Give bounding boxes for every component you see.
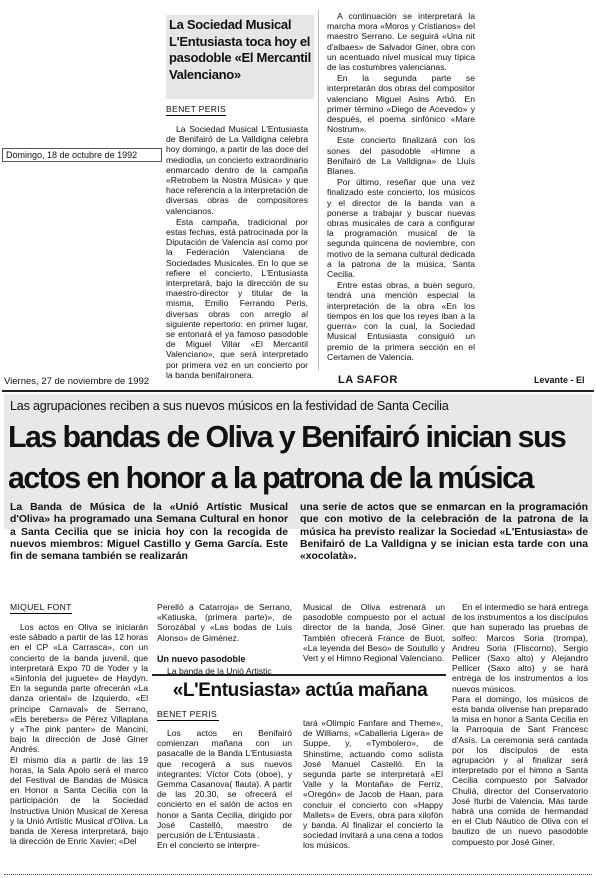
clip1-byline: BENET PERIS bbox=[166, 104, 226, 114]
clip1-column-1 bbox=[166, 124, 308, 380]
main-headline-line2: actos en honor a la patrona de la música bbox=[8, 460, 533, 495]
byline-miquel: MIQUEL FONT bbox=[10, 602, 72, 612]
bottom-rule bbox=[4, 874, 592, 875]
clip1-date: Domingo, 18 de octubre de 1992 bbox=[2, 148, 162, 162]
article-column-2a: Perelló a Catarroja» de Serrano, «Katiuska, (primera parte)», de Sorozábal y «Las bodas de Luis Alonso» de Giménez. bbox=[157, 602, 292, 643]
clip1-column-2 bbox=[327, 11, 475, 362]
byline-benet: BENET PERIS bbox=[157, 709, 219, 721]
column-rule bbox=[318, 10, 319, 370]
clip1-paragraph: Este concierto finalizará con los sones del pasodoble «Himne a Benifairó de La Valldigna» de Lluís Blanes. bbox=[327, 135, 475, 177]
article-column-4: En el intermedio se hará entrega de los instrumentos a los discípulos que han superado las pruebas de solfeo: Marcos Soria (trompa), Andreu Soria (Fliscorno), Sergio Pellicer (Saxo alto) y Alejandro Pellicer (Saxo alto) y se hará entrega de los instrumentos a los nuevos músicos. Para el domingo, los músicos de esta banda olivense han preparado la misa en honor a Santa Cecilia en la Parroquia de Sant Francesc d'Asís. La ceremonia será cantada por los discípulos de esta agrupación y al finalizar será interpretado por el himno a Santa Cecilia compuesto por Salvador Chuliá, director del Conservatorio José Iturbi de Valencia. Más tarde habrá una comida de hermandad en el Club Náutico de Oliva con el bautizo de un nuevo pasodoble compuesto por José Giner. bbox=[452, 602, 588, 847]
article-column-1: Los actos en Oliva se iniciarán este sábado a partir de las 12 horas en el CP «La Carrasca», con un concierto de la banda juvenil, que interpretará Expo 70 de Yoder y la «Sinfonía del juguete» de Haydyn. En la segunda parte ofrecerán «La danza oriental» de Izquierdo, «El príncipe Carnaval» de Serrano, «Els berebers» de Pérez Villaplana y «The pink panter» de Mancini, bajo la dirección de José Giner Andrés. El mismo día a partir de las 19 horas, la Sala Apolo será el marco del Festival de Bandas de Música en Honor a Santa Cecilia con la participación de la Sociedad Instructiva Unión Musical de Xeresa y la Unió Artístic Musical d'Oliva. La banda de Xeresa interpretará, bajo la dirección de Enric Xavier; «Del bbox=[10, 622, 148, 847]
article-column-2b: La banda de la Unió Artistic bbox=[167, 666, 272, 676]
clip1-paragraph: La Sociedad Musical L'Entusiasta de Benifairó de La Valldigna celebra hoy domingo, a partir de las doce del mediodía, un concierto extraordinario enmarcado dentro de la campaña «Retrobem la Nostra Música» y que hace referencia a la interpretación de diversas obras de compositores valencianos. bbox=[166, 124, 308, 216]
clip1-headline: La Sociedad Musical L'Entusiasta toca hoy el pasodoble «El Mercantil Valenciano» bbox=[166, 15, 314, 99]
lead-right: una serie de actos que se enmarcan en la programación que con motivo de la celebración de la patrona de la música ha previsto realizar la Sociedad «L'Entusiasta» de Benifairó de La Valldigna y se inician esta tarde con una «xocolatà». bbox=[300, 502, 588, 563]
paper-name: Levante - El bbox=[534, 375, 585, 385]
clip1-paragraph: Esta campaña, tradicional por estas fechas, está patrocinada por la Diputación de Valencia así como por la Federación Valenciana de Sociedades Musicales. En lo que se refiere el concierto, L'Entusiasta interpretará, bajo la dirección de su maestro-director y titular de la misma, Emilio Ferrando Peris, diversas obras con arreglo al siguiente repertorio: en primer lugar, se entonará el ya famoso pasodoble de Miguel Villar «El Mercantil Valenciano», que será interpretado por primera vez en un concierto por la banda benifaironera. bbox=[166, 216, 308, 380]
clip1-paragraph: En la segunda parte se interpretarán dos obras del compositor valenciano Miguel Asins Arbó. En primer término «Diego de Acevedo» y después, el poema sinfónico «Mare Nostrum». bbox=[327, 73, 475, 135]
section-name: LA SAFOR bbox=[338, 374, 398, 386]
clip1-paragraph: A continuación se interpretará la marcha mora «Moros y Cristianos» del maestro Serrano. Le seguirá «Una nit d'albaes» de Salvador Giner, obra con un acentuado nivel musical muy típica de las costumbres valencianas. bbox=[327, 11, 475, 73]
clip1-paragraph: Por último, reseñar que una vez finalizado este concierto, los músicos y el director de la banda van a ponerse a trabajar y buscar nuevas obras musicales de cara a configurar la programación musical de la segunda quincena de noviembre, con motivo de la semana cultural dedicada a la patrona de la música, Santa Cecilia. bbox=[327, 177, 475, 280]
sub-article-title: «L'Entusiasta» actúa mañana bbox=[172, 680, 428, 701]
main-headline-line1: Las bandas de Oliva y Benifairó inician sus bbox=[8, 419, 566, 454]
header-rule bbox=[2, 390, 594, 392]
article-column-3: Musical de Oliva estrenará un pasodoble compuesto por el actual director de la banda, José Giner. También ofrecerá France de Buot, «La leyenda del Beso» de Soutullo y Vert y el Himno Regional Valenciano. bbox=[303, 602, 445, 664]
clip1-paragraph: Entre estas obras, a buen seguro, tendrá una mención especial la interpretación de la obra «En los tiempos en los que los reyes iban a la guerra» con la cual, la Sociedad Musical Entusiasta consiguió un premio de la primera sección en el Certamen de Valencia. bbox=[327, 280, 475, 362]
sub-article-column-1: Los actos en Benifairó comienzan mañana con un pasacalle de la Banda L'Entusiasta que recogerá a sus nuevos integrantes: Víctor Cots (oboe), y Gemma Casanova( flauta). A partir de las 20.30, se ofrecerá el concierto en el salón de actos en honor a Santa Cecilia, dirigido por José Castelló, maestro de percusión de L'Entusiasta . En el concierto se interpre- bbox=[157, 728, 292, 851]
clip2-date: Viernes, 27 de noviembre de 1992 bbox=[4, 376, 150, 387]
sub-article-column-2: tará «Olimpic Fanfare and Theme», de Williams, «Caballeria Ligera» de Suppe, y, «Tymbolero», de Shinstime, actuando como solista José Manuel Castelló. En la segunda parte se interpretará «El Valle y la Montaña» de Ferriz, «Oregón» de Jacob de Haan, para concluir el concierto con «Happy Mallets» de Evers, obra para xilofón y banda. Al finalizar el concierto la sociedad invitará a una cena a todos los músicos. bbox=[303, 718, 443, 851]
subhead-pasodoble: Un nuevo pasodoble bbox=[157, 654, 246, 664]
lead-left: La Banda de Música de la «Unió Artístic Musical d'Oliva» ha programado una Semana Cultural en honor a Santa Cecilia que se inicia hoy con la recogida de nuevos miembros: Miguel Castillo y Gema García. Este fin de semana también se realizarán bbox=[10, 502, 288, 563]
kicker: Las agrupaciones reciben a sus nuevos músicos en la festividad de Santa Cecilia bbox=[10, 399, 449, 413]
